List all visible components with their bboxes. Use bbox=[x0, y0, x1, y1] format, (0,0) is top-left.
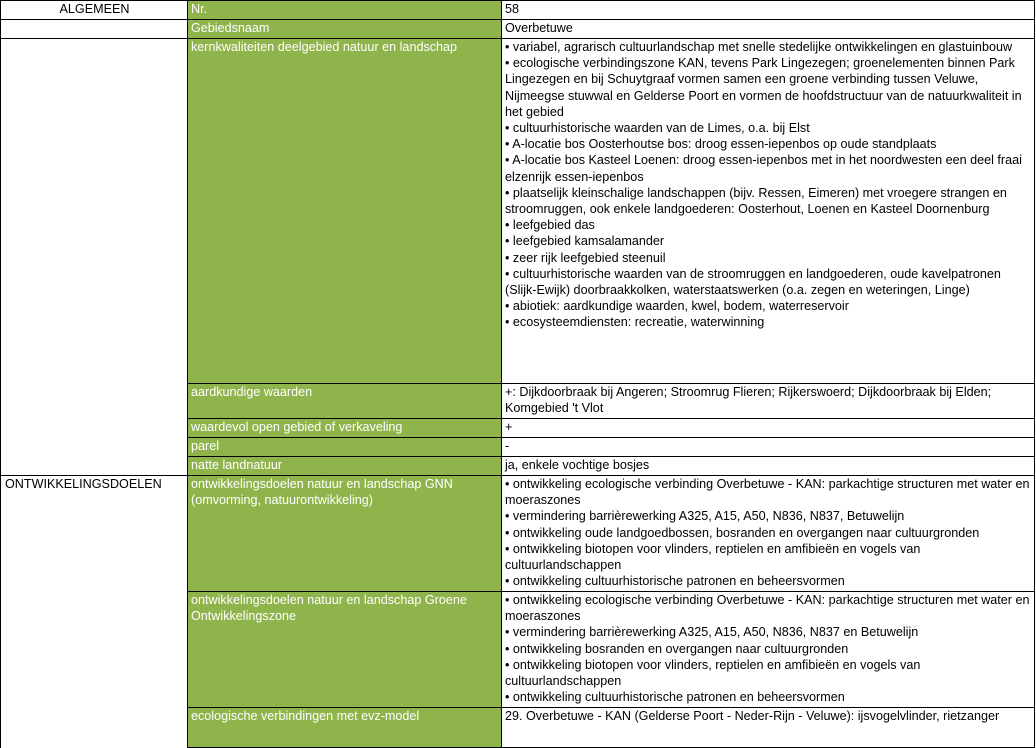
list-item: • ontwikkeling bosranden en overgangen naar cultuurgronden bbox=[505, 641, 849, 656]
list-item: • ecologische verbindingszone KAN, tevens Park Lingezegen; groenelementen binnen Park Lingezegen en bij Schuytgraaf vormen samen een groene verbinding tussen Veluwe, Nijmeegse stuwwal en Gelderse Poort en vormen de hoofdstructuur van de natuurkwaliteit in het gebied bbox=[505, 56, 1022, 119]
section-spacer bbox=[1, 20, 188, 39]
value-waardevol: + bbox=[502, 419, 1035, 438]
value-gebiedsnaam: Overbetuwe bbox=[502, 20, 1035, 39]
value-groene-ontwikkelingszone bbox=[502, 592, 1035, 708]
value-kernkwaliteiten bbox=[502, 39, 1035, 384]
label-groene-ontwikkelingszone: ontwikkelingsdoelen natuur en landschap Groene Ontwikkelingszone bbox=[188, 592, 502, 708]
list-item: • ontwikkeling oude landgoedbossen, bosranden en overgangen naar cultuurgronden bbox=[505, 525, 980, 540]
value-natte: ja, enkele vochtige bosjes bbox=[502, 457, 1035, 476]
list-item: • cultuurhistorische waarden van de Limes, o.a. bij Elst bbox=[505, 121, 810, 136]
value-nr: 58 bbox=[502, 1, 1035, 20]
list-item: • ontwikkeling ecologische verbinding Overbetuwe - KAN: parkachtige structuren met water en moeraszones bbox=[505, 593, 1030, 624]
list-item: • ontwikkeling ecologische verbinding Overbetuwe - KAN: parkachtige structuren met water en moeraszones bbox=[505, 477, 1030, 508]
label-aardkundige: aardkundige waarden bbox=[188, 384, 502, 419]
list-item: • A-locatie bos Oosterhoutse bos: droog essen-iepenbos op oude standplaats bbox=[505, 137, 937, 152]
value-evz: 29. Overbetuwe - KAN (Gelderse Poort - Neder-Rijn - Veluwe): ijsvogelvlinder, rietzanger bbox=[502, 708, 1035, 748]
list-item: • ontwikkeling cultuurhistorische patronen en beheersvormen bbox=[505, 574, 845, 589]
section-ontwikkelingsdoelen: ONTWIKKELINGSDOELEN bbox=[1, 476, 188, 748]
list-item: • vermindering barrièrewerking A325, A15, A50, N836, N837, Betuwelijn bbox=[505, 509, 905, 524]
value-parel: - bbox=[502, 438, 1035, 457]
section-algemeen: ALGEMEEN bbox=[1, 1, 188, 20]
value-gnn bbox=[502, 476, 1035, 592]
label-natte: natte landnatuur bbox=[188, 457, 502, 476]
section-spacer bbox=[1, 39, 188, 476]
list-item: • leefgebied kamsalamander bbox=[505, 234, 665, 249]
list-item: • ecosysteemdiensten: recreatie, waterwinning bbox=[505, 315, 765, 330]
label-gebiedsnaam: Gebiedsnaam bbox=[188, 20, 502, 39]
list-item: • leefgebied das bbox=[505, 218, 595, 233]
label-parel: parel bbox=[188, 438, 502, 457]
list-item: • zeer rijk leefgebied steenuil bbox=[505, 250, 666, 265]
label-nr: Nr. bbox=[188, 1, 502, 20]
list-item: • ontwikkeling cultuurhistorische patronen en beheersvormen bbox=[505, 690, 845, 705]
list-item: • ontwikkeling biotopen voor vlinders, reptielen en amfibieën en vogels van cultuurlandschappen bbox=[505, 657, 921, 689]
label-evz: ecologische verbindingen met evz-model bbox=[188, 708, 502, 748]
list-item: • cultuurhistorische waarden van de stroomruggen en landgoederen, oude kavelpatronen (Slijk-Ewijk) doorbraakkolken, waterstaatswerken (o.a. zegen en weteringen, Linge) bbox=[505, 266, 1001, 298]
value-aardkundige: +: Dijkdoorbraak bij Angeren; Stroomrug Flieren; Rijkerswoerd; Dijkdoorbraak bij Elden; Komgebied 't Vlot bbox=[502, 384, 1035, 419]
label-kernkwaliteiten: kernkwaliteiten deelgebied natuur en landschap bbox=[188, 39, 502, 384]
list-item: • variabel, agrarisch cultuurlandschap met snelle stedelijke ontwikkelingen en glastuinbouw bbox=[505, 40, 1013, 54]
label-gnn: ontwikkelingsdoelen natuur en landschap GNN (omvorming, natuurontwikkeling) bbox=[188, 476, 502, 592]
list-item: • A-locatie bos Kasteel Loenen: droog essen-iepenbos met in het noordwesten een deel fraai elzenrijk essen-iepenbos bbox=[505, 153, 1022, 184]
list-item: • ontwikkeling biotopen voor vlinders, reptielen en amfibieën en vogels van cultuurlandschappen bbox=[505, 541, 921, 573]
list-item: • plaatselijk kleinschalige landschappen (bijv. Ressen, Eimeren) met vroegere strangen en stroomruggen, ook enkele landgoederen: Oosterhout, Loenen en Kasteel Doornenburg bbox=[505, 185, 1007, 217]
list-item: • abiotiek: aardkundige waarden, kwel, bodem, waterreservoir bbox=[505, 299, 849, 314]
list-item: • vermindering barrièrewerking A325, A15, A50, N836, N837 en Betuwelijn bbox=[505, 625, 919, 640]
label-waardevol: waardevol open gebied of verkaveling bbox=[188, 419, 502, 438]
